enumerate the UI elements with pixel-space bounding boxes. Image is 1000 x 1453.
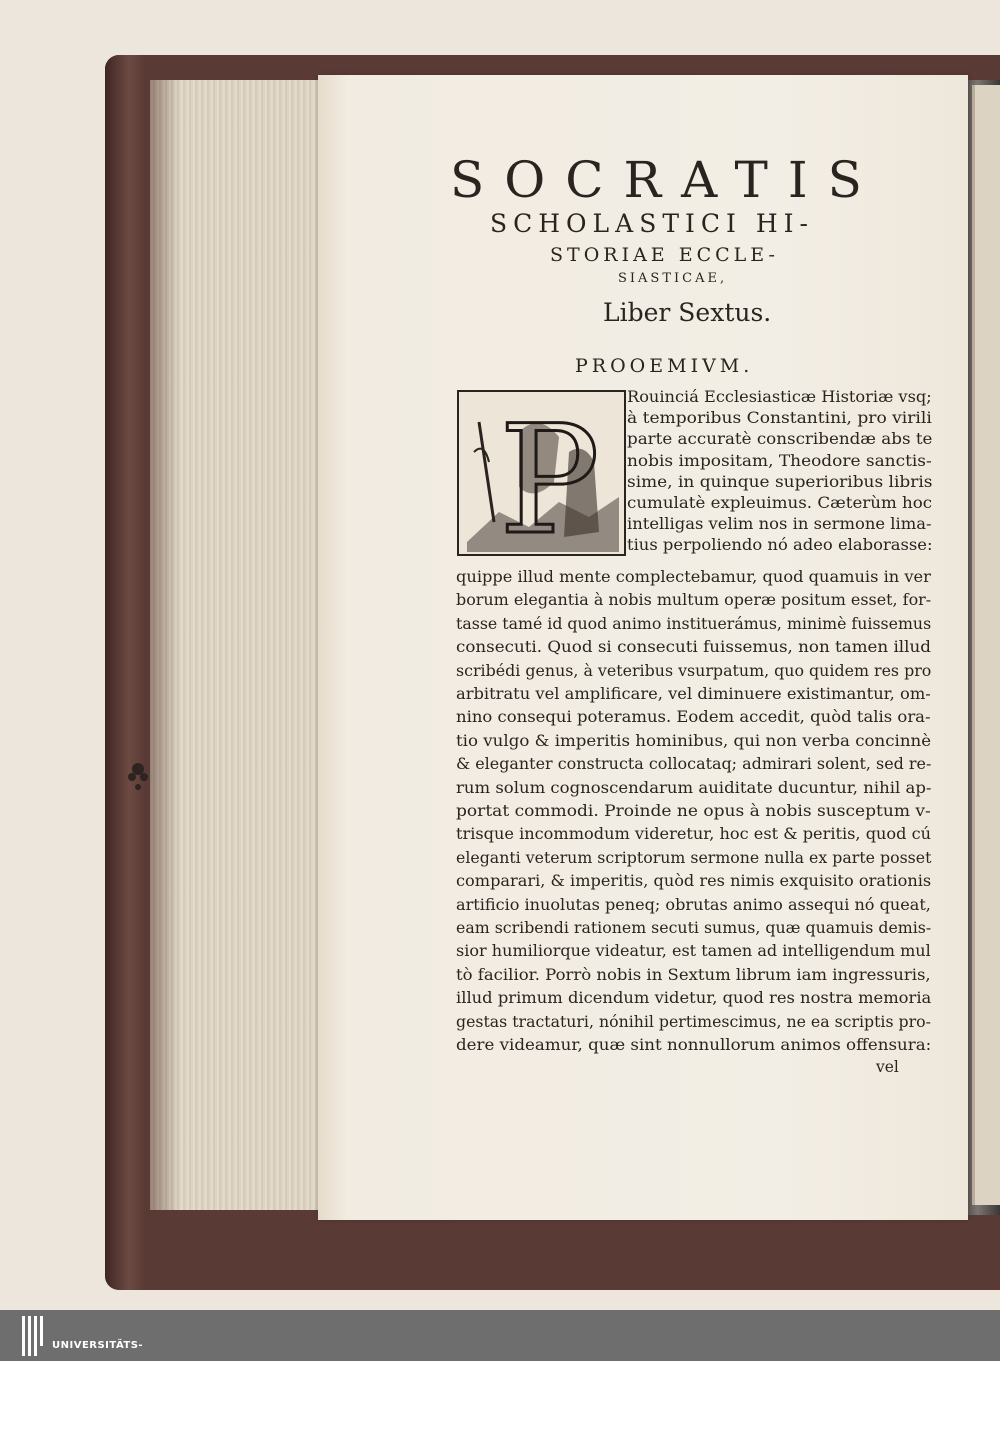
body-line: portat commodi. Proinde ne opus à nobis susceptum v-: [456, 802, 931, 820]
body-line: eleganti veterum scriptorum sermone nulla ex parte posset: [456, 848, 932, 867]
body-line: illud primum dicendum videtur, quod res nostra memoria: [456, 989, 932, 1008]
library-line-3: PADERBORN: [52, 1415, 126, 1426]
body-line: consecuti. Quod si consecuti fuissemus, non tamen illud: [456, 638, 931, 657]
body-line: & eleganter constructa collocataq; admirari solent, sed re-: [456, 755, 932, 774]
footer-bar: [0, 1310, 1000, 1426]
page-edges-shadow: [150, 80, 180, 1210]
clasp-icon: [118, 755, 158, 800]
book-number: Liber Sextus.: [603, 298, 772, 327]
body-line: tò facilior. Porrò nobis in Sextum librum iam ingressuris,: [456, 965, 931, 984]
body-line: cumulatè expleuimus. Cæterùm hoc: [627, 494, 933, 512]
facing-page: [972, 85, 1000, 1205]
body-line: gestas tractaturi, nónihil pertimescimus, ne ea scriptis pro-: [456, 1012, 931, 1031]
subtitle-line-3: SIASTICAE,: [618, 271, 728, 286]
library-name: [52, 1315, 143, 1453]
body-line: sime, in quinque superioribus libris: [627, 472, 933, 491]
body-line: nino consequi poteramus. Eodem accedit, quòd talis ora-: [456, 708, 931, 727]
subtitle-line-1: SCHOLASTICI HI-: [490, 209, 814, 238]
book-spine-shadow: [105, 55, 145, 1290]
body-line: artificio inuolutas peneq; obrutas animo assequi nó queat,: [456, 895, 931, 914]
page-title: SOCRATIS: [450, 151, 882, 209]
body-line: tius perpoliendo nó adeo elaborasse:: [627, 536, 933, 555]
body-line: Rouinciá Ecclesiasticæ Historiæ vsq;: [627, 388, 932, 406]
body-line: tio vulgo & imperitis hominibus, qui non verba concinnè: [456, 731, 932, 750]
body-line: scribédi genus, à veteribus vsurpatum, quo quidem res pro: [456, 661, 932, 680]
library-logo-icon: [22, 1316, 44, 1356]
body-line: eam scribendi rationem secuti sumus, quæ quamuis demis-: [456, 919, 932, 937]
body-line: tasse tamé id quod animo instituerámus, minimè fuissemus: [456, 614, 932, 633]
library-line-1: UNIVERSITÄTS-: [52, 1340, 144, 1351]
decorated-initial: [457, 390, 626, 556]
initial-letter: P: [499, 394, 600, 554]
body-line: trisque incommodum videretur, hoc est & peritis, quod cú: [456, 825, 932, 844]
subtitle-line-2: STORIAE ECCLE-: [550, 244, 779, 266]
body-line: rum solum cognoscendarum auiditate ducuntur, nihil ap-: [456, 778, 932, 797]
body-line: nobis impositam, Theodore sanctis-: [627, 451, 932, 470]
catchword: vel: [876, 1058, 899, 1076]
body-line: arbitratu vel amplificare, vel diminuere existimantur, om-: [456, 685, 931, 703]
body-line: à temporibus Constantini, pro virili: [627, 409, 932, 428]
library-line-2: BIBLIOTHEK: [52, 1377, 125, 1389]
body-line: sior humiliorque videatur, est tamen ad intelligendum mul: [456, 942, 931, 961]
body-line: borum elegantia à nobis multum operæ positum esset, for-: [456, 591, 932, 610]
body-line: comparari, & imperitis, quòd res nimis exquisito orationis: [456, 872, 932, 891]
section-heading: PROOEMIVM.: [575, 355, 754, 377]
body-line: intelligas velim nos in sermone lima-: [627, 515, 932, 534]
body-line: quippe illud mente complectebamur, quod quamuis in ver: [456, 568, 931, 586]
body-line: dere videamur, quæ sint nonnullorum animos offensura:: [456, 1036, 932, 1054]
body-line: parte accuratè conscribendæ abs te: [627, 430, 933, 449]
